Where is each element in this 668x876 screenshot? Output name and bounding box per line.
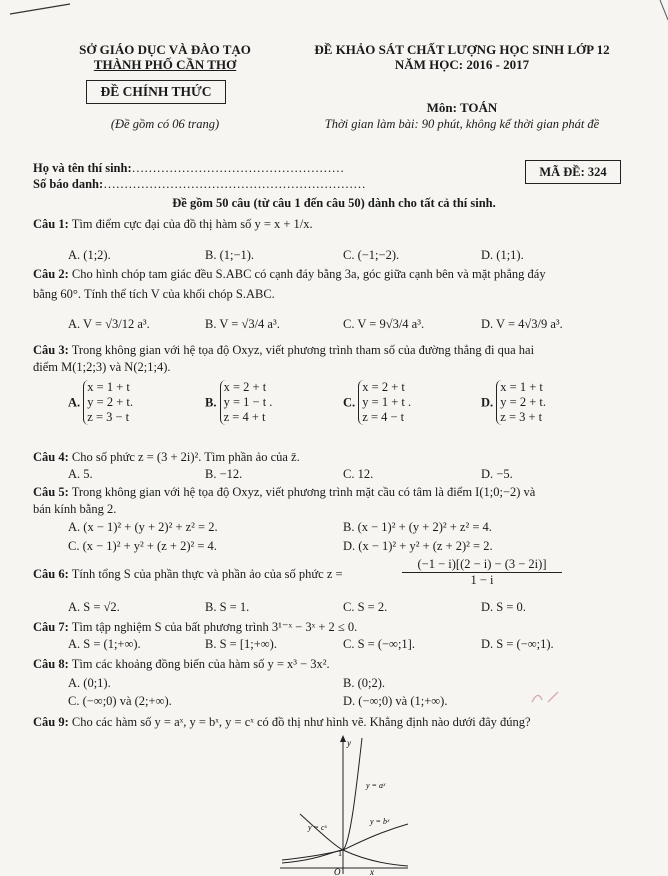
q4-option-c: C. 12.	[343, 467, 374, 481]
question-text: Cho số phức z = (3 + 2i)². Tìm phần ảo của z̄.	[71, 450, 300, 464]
q1-option-c: C. (−1;−2).	[343, 248, 400, 262]
eq-line: y = 2 + t.	[500, 395, 546, 409]
question-3	[33, 342, 534, 358]
eq-line: x = 1 + t	[500, 380, 543, 394]
q5-option-d: D. (x − 1)² + y² + (z + 2)² = 2.	[343, 539, 493, 553]
q2-option-d: D. V = 4√3/9 a³.	[481, 317, 563, 331]
q5-option-a: A. (x − 1)² + (y + 2)² + z² = 2.	[68, 520, 218, 534]
system-brace	[358, 380, 411, 425]
q6-fraction	[402, 557, 562, 588]
official-badge: ĐỀ CHÍNH THỨC	[86, 80, 226, 104]
q5-option-b: B. (x − 1)² + (y + 2)² + z² = 4.	[343, 520, 492, 534]
fraction-denominator: 1 − i	[470, 573, 494, 587]
question-text: Cho hình chóp tam giác đều S.ABC có cạnh đáy bằng 3a, góc giữa cạnh bên và mặt phẳng đáy	[71, 267, 546, 281]
label-a: y = aˣ	[366, 781, 386, 790]
q5-option-c: C. (x − 1)² + y² + (z + 2)² = 4.	[68, 539, 217, 553]
q2-option-c: C. V = 9√3/4 a³.	[343, 317, 425, 331]
q6-option-b: B. S = 1.	[205, 600, 250, 614]
q6-option-d: D. S = 0.	[481, 600, 526, 614]
question-label: Câu 9:	[33, 715, 69, 729]
department-header	[75, 42, 255, 72]
origin-label: O	[334, 867, 341, 876]
y-axis-arrow	[340, 735, 346, 742]
question-label: Câu 6:	[33, 567, 69, 581]
one-label: 1	[338, 849, 342, 858]
exam-title: ĐỀ KHẢO SÁT CHẤT LƯỢNG HỌC SINH LỚP 12	[314, 42, 610, 57]
q6-option-a: A. S = √2.	[68, 600, 120, 614]
question-text: Tìm tập nghiệm S của bất phương trình 3¹⁻ˣ − 3ˣ + 2 ≤ 0.	[71, 620, 358, 634]
eq-line: z = 3 − t	[87, 410, 130, 424]
label-c: y = cˣ	[308, 823, 327, 832]
candidate-name-label: Họ và tên thí sinh:	[33, 161, 132, 175]
question-5	[33, 484, 535, 500]
q8-option-c: C. (−∞;0) và (2;+∞).	[68, 694, 172, 708]
question-text: Trong không gian với hệ tọa độ Oxyz, viết phương trình mặt cầu có tâm là điểm I(1;0;−2) và	[71, 485, 536, 499]
question-2	[33, 266, 546, 282]
candidate-id-label: Số báo danh:	[33, 177, 104, 191]
eq-line: y = 1 + t .	[362, 395, 412, 409]
q7-option-b: B. S = [1;+∞).	[205, 637, 277, 651]
question-6	[33, 566, 343, 582]
system-brace	[496, 380, 546, 425]
question-label: Câu 8:	[33, 657, 69, 671]
question-text: Trong không gian với hệ tọa độ Oxyz, viết phương trình tham số của đường thẳng đi qua hai	[71, 343, 535, 357]
subject: Môn: TOÁN	[426, 100, 498, 115]
school-year: NĂM HỌC: 2016 - 2017	[394, 57, 530, 72]
eq-line: z = 4 − t	[362, 410, 405, 424]
q2-option-a: A. V = √3/12 a³.	[68, 317, 150, 331]
question-label: Câu 1:	[33, 217, 69, 231]
question-7	[33, 619, 357, 635]
exam-header	[272, 42, 652, 72]
eq-line: y = 1 − t .	[223, 395, 273, 409]
q8-option-d: D. (−∞;0) và (1;+∞).	[343, 694, 448, 708]
department-name: SỞ GIÁO DỤC VÀ ĐÀO TẠO	[79, 42, 251, 57]
eq-line: y = 2 + t.	[87, 395, 133, 409]
q4-option-a: A. 5.	[68, 467, 93, 481]
question-3-line2: điểm M(1;2;3) và N(2;1;4).	[33, 360, 171, 374]
label-b: y = bˣ	[370, 817, 390, 826]
q7-option-d: D. S = (−∞;1).	[481, 637, 554, 651]
exponential-graph	[280, 732, 410, 876]
candidate-name-line	[33, 160, 344, 176]
candidate-id-dots: ………………………………………………………	[103, 177, 366, 191]
y-axis-label: y	[347, 738, 351, 748]
q7-option-a: A. S = (1;+∞).	[68, 637, 141, 651]
city-name: THÀNH PHỐ CẦN THƠ	[93, 57, 237, 72]
curve-a	[282, 738, 362, 863]
q3-option-a: A. x = 1 + t y = 2 + t. z = 3 − t	[68, 380, 133, 424]
page-count-note: (Đề gồm có 06 trang)	[110, 117, 220, 131]
q8-option-b: B. (0;2).	[343, 676, 386, 690]
q3-option-b: B. x = 2 + t y = 1 − t . z = 4 + t	[205, 380, 273, 424]
system-brace	[220, 380, 273, 425]
fraction-numerator: (−1 − i)[(2 − i) − (3 − 2i)]	[402, 557, 562, 573]
q1-option-a: A. (1;2).	[68, 248, 111, 262]
question-label: Câu 7:	[33, 620, 69, 634]
q8-option-a: A. (0;1).	[68, 676, 111, 690]
q1-option-b: B. (1;−1).	[205, 248, 255, 262]
eq-line: x = 2 + t	[362, 380, 405, 394]
question-text: Tìm các khoảng đồng biến của hàm số y = x³ − 3x².	[71, 657, 330, 671]
q4-option-d: D. −5.	[481, 467, 513, 481]
exam-code-box: MÃ ĐỀ: 324	[525, 160, 621, 184]
question-text: Tìm điểm cực đại của đồ thị hàm số y = x + 1/x.	[71, 217, 313, 231]
question-label: Câu 2:	[33, 267, 69, 281]
eq-line: x = 2 + t	[223, 380, 267, 394]
candidate-id-line	[33, 176, 366, 192]
q3-option-c: C. x = 2 + t y = 1 + t . z = 4 − t	[343, 380, 412, 424]
pen-scribble	[528, 686, 568, 708]
question-label: Câu 4:	[33, 450, 69, 464]
q7-option-c: C. S = (−∞;1].	[343, 637, 415, 651]
eq-line: x = 1 + t	[87, 380, 130, 394]
eq-line: z = 3 + t	[500, 410, 543, 424]
x-axis-label: x	[370, 867, 374, 876]
q1-option-d: D. (1;1).	[481, 248, 524, 262]
candidate-name-dots: ……………………………………………	[131, 161, 345, 175]
question-label: Câu 3:	[33, 343, 69, 357]
eq-line: z = 4 + t	[223, 410, 266, 424]
q4-option-b: B. −12.	[205, 467, 243, 481]
q3-option-d: D. x = 1 + t y = 2 + t. z = 3 + t	[481, 380, 546, 424]
question-8	[33, 656, 330, 672]
system-brace	[83, 380, 133, 425]
question-text: Cho các hàm số y = aˣ, y = bˣ, y = cˣ có đồ thị như hình vẽ. Khẳng định nào dưới đây đúng?	[71, 715, 531, 729]
question-text: Tính tổng S của phần thực và phần ảo của số phức z =	[71, 567, 343, 581]
q6-option-c: C. S = 2.	[343, 600, 388, 614]
intro-line: Đề gồm 50 câu (từ câu 1 đến câu 50) dành cho tất cả thí sinh.	[172, 196, 496, 210]
question-9	[33, 714, 531, 730]
question-1	[33, 216, 313, 232]
question-2-line2: bằng 60°. Tính thể tích V của khối chóp S.ABC.	[33, 287, 275, 301]
q2-option-b: B. V = √3/4 a³.	[205, 317, 280, 331]
curve-c	[300, 814, 408, 866]
duration: Thời gian làm bài: 90 phút, không kể thời gian phát đề	[324, 117, 600, 131]
question-4	[33, 449, 300, 465]
scan-mark	[0, 0, 668, 40]
question-5-line2: bán kính bằng 2.	[33, 502, 117, 516]
curve-b	[282, 824, 408, 860]
question-label: Câu 5:	[33, 485, 69, 499]
